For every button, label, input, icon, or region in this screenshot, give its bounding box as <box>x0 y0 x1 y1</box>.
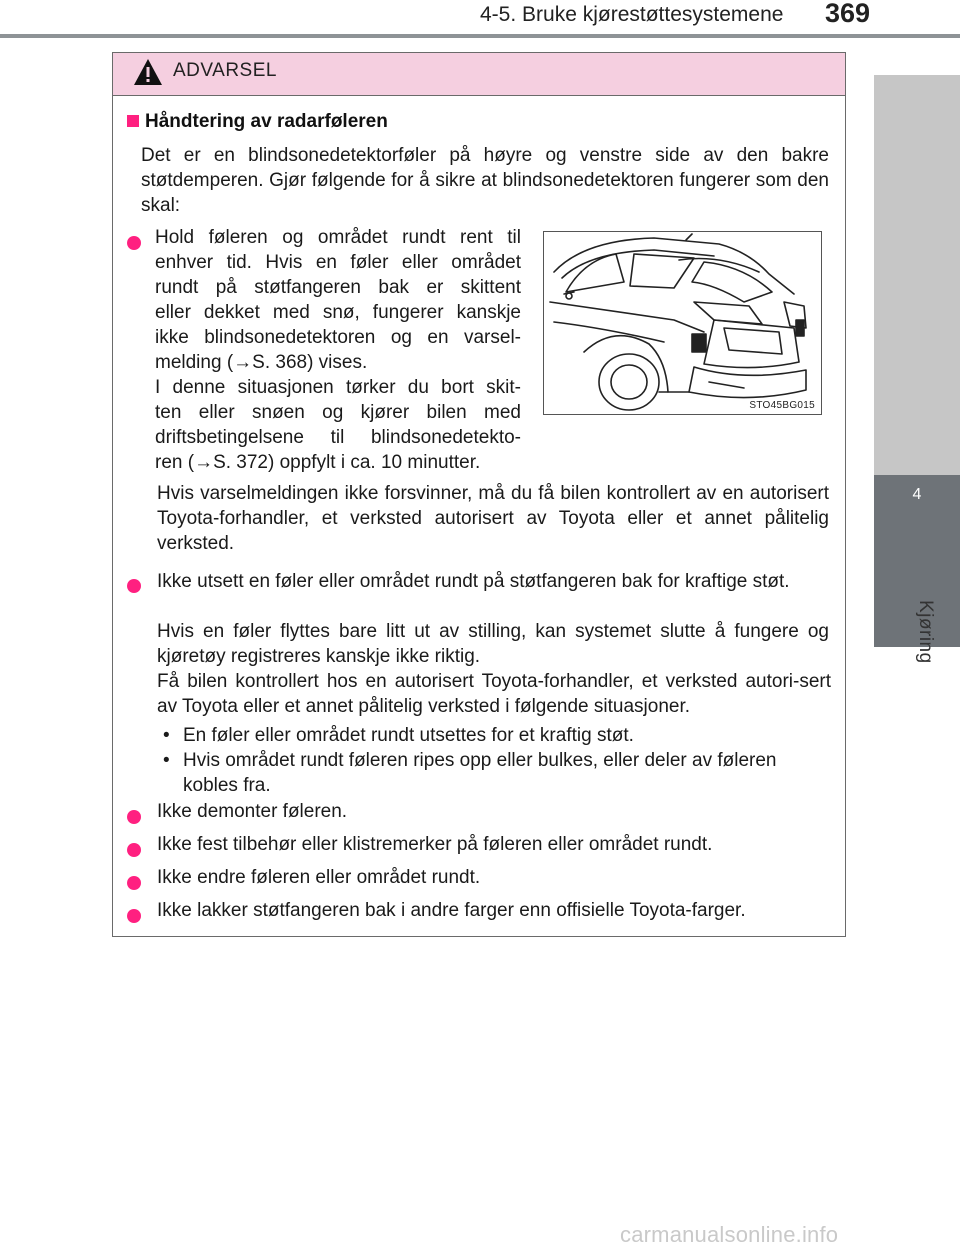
sub-bullet-1: En føler eller området rundt utsettes for et kraftig støt. <box>183 725 634 746</box>
bullet1-line: driftsbetingelsene til blindsonedetekto- <box>155 427 521 448</box>
side-tab-label: Kjøring <box>915 600 936 664</box>
side-tab-background <box>874 75 960 475</box>
bullet1-line: rundt på støtfangeren bak er skittent <box>155 277 521 298</box>
car-rear-illustration <box>543 231 822 415</box>
bullet2-text: Ikke utsett en føler eller området rundt på støtfangeren bak for kraftige støt. <box>157 571 790 592</box>
bullet-dot-icon <box>127 909 141 923</box>
bullet2-paragraph-2: Hvis en føler flyttes bare litt ut av stilling, kan systemet slutte å fungere og kjøretøy registreres kanskje ikke riktig. <box>157 621 829 667</box>
intro-paragraph: Det er en blindsonedetektorføler på høyre og venstre side av den bakre støtdemperen. Gjør følgende for å sikre at blindsonedetektoren fungerer som den skal: <box>141 145 829 216</box>
bullet2-paragraph-3: Få bilen kontrollert hos en autorisert Toyota-forhandler, et verksted autori-sert av Toyota eller et annet pålitelig verksted i følgende situasjoner. <box>157 671 831 717</box>
bullet1-line: enhver tid. Hvis en føler eller området <box>155 252 521 273</box>
sub-bullet-2-cont: kobles fra. <box>183 775 271 796</box>
bullet1-followup: Hvis varselmeldingen ikke forsvinner, må du få bilen kontrollert av en autorisert Toyota-forhandler, et verksted autorisert av Toyota eller et annet pålitelig verksted. <box>157 483 829 554</box>
section-square-icon <box>127 115 139 127</box>
bullet4-text: Ikke fest tilbehør eller klistremerker på føleren eller området rundt. <box>157 834 713 855</box>
warning-triangle-icon <box>133 58 163 86</box>
chapter-title: 4-5. Bruke kjørestøttesystemene <box>480 3 784 26</box>
page-number: 369 <box>824 0 870 28</box>
header-rule <box>0 34 960 38</box>
bullet-dot-icon <box>127 236 141 250</box>
bullet1-line: ren (→S. 372) oppfylt i ca. 10 minutter. <box>155 452 481 473</box>
bullet6-text: Ikke lakker støtfangeren bak i andre farger enn offisielle Toyota-farger. <box>157 900 746 921</box>
sub-bullet-2: Hvis området rundt føleren ripes opp eller bulkes, eller deler av føleren <box>183 750 777 771</box>
warning-box <box>112 52 846 937</box>
warning-header <box>113 53 845 96</box>
bullet-dot-icon <box>127 843 141 857</box>
watermark: carmanualsonline.info <box>620 1222 839 1247</box>
side-tab-number: 4 <box>912 486 922 503</box>
bullet1-line: I denne situasjonen tørker du bort skit- <box>155 377 521 398</box>
car-rear-drawing <box>544 232 820 412</box>
bullet-dot-icon <box>127 579 141 593</box>
section-title-text: Håndtering av radarføleren <box>145 111 388 132</box>
bullet1-line: ten eller snøen og kjører bilen med <box>155 402 521 423</box>
bullet1-line: melding (→S. 368) vises. <box>155 352 368 373</box>
bullet-dot-icon <box>127 876 141 890</box>
bullet5-text: Ikke endre føleren eller området rundt. <box>157 867 481 888</box>
sub-bullet-mark: • <box>163 725 170 746</box>
bullet1-text <box>155 225 521 475</box>
bullet1-line: ikke blindsonedetektoren og en varsel- <box>155 327 521 348</box>
bullet-dot-icon <box>127 810 141 824</box>
bullet1-line: Hold føleren og området rundt rent til <box>155 227 521 248</box>
bullet1-line: eller dekket med snø, fungerer kanskje <box>155 302 521 323</box>
warning-label: ADVARSEL <box>173 60 277 81</box>
figure-id: STO45BG015 <box>749 400 815 411</box>
sub-bullet-mark: • <box>163 750 170 771</box>
section-title <box>127 111 388 133</box>
bullet3-text: Ikke demonter føleren. <box>157 801 348 822</box>
